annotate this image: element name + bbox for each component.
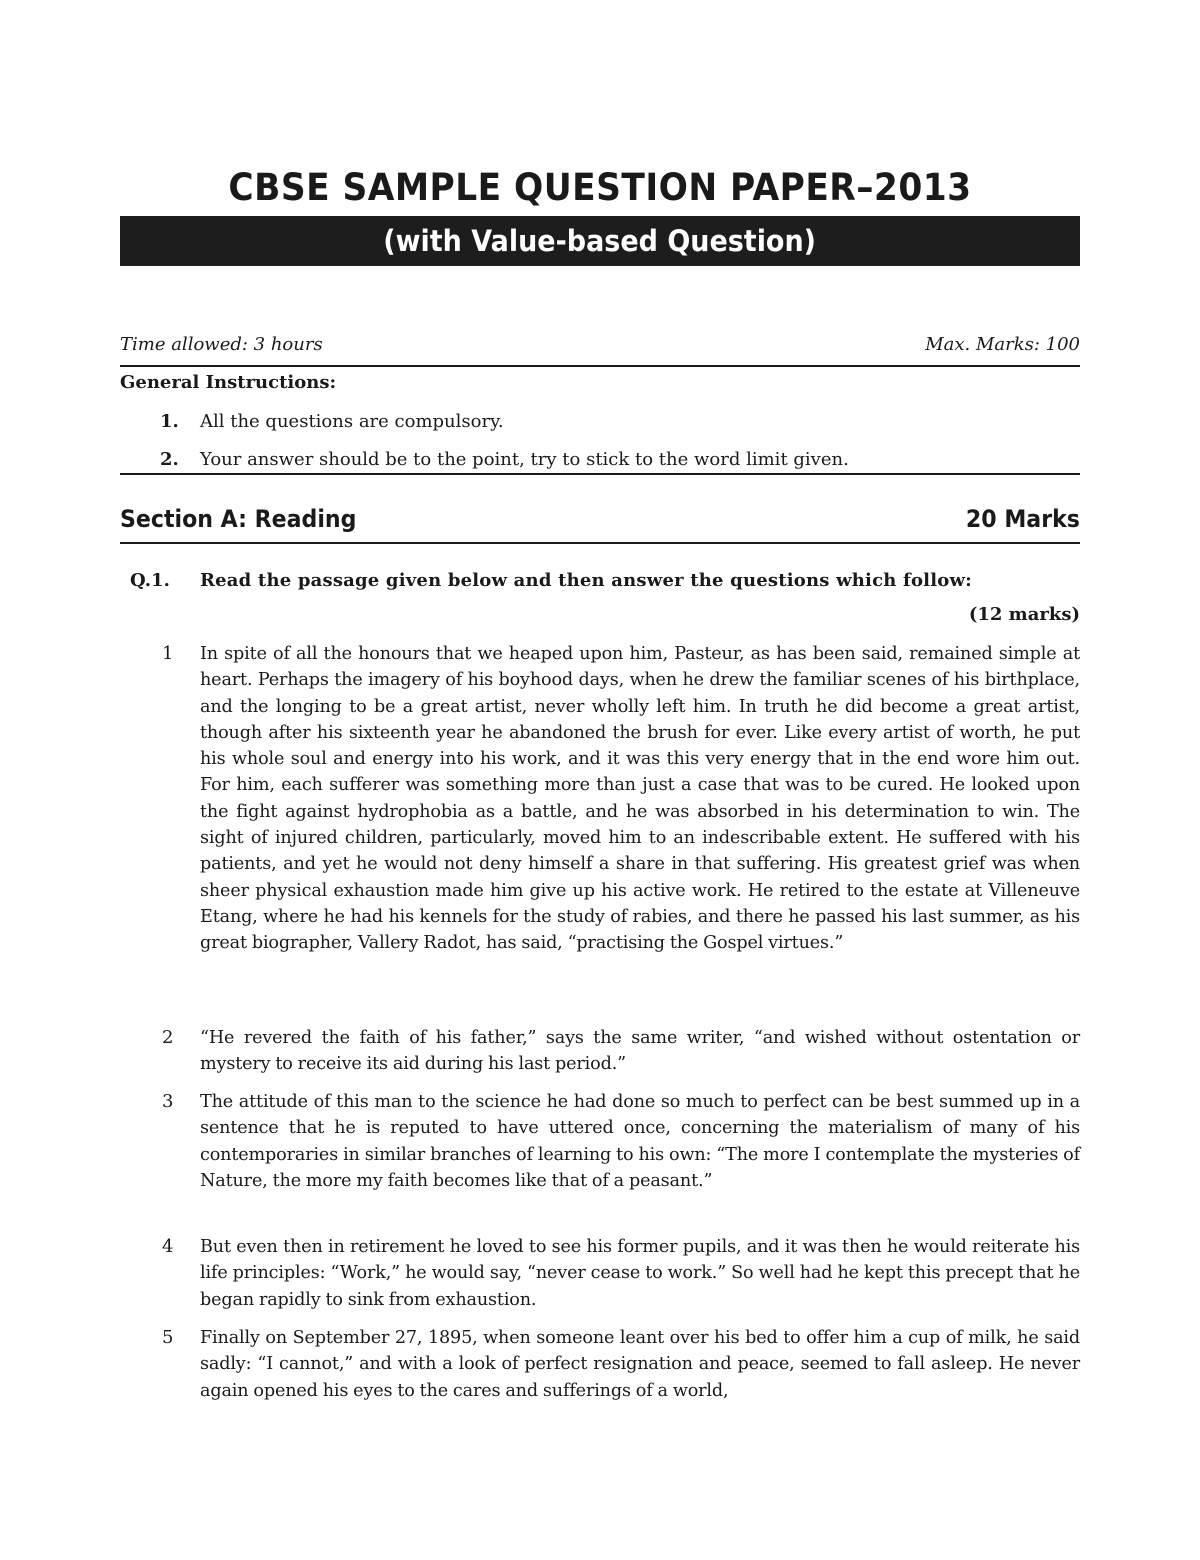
subtitle-banner [120,216,1080,266]
instruction-text: Your answer should be to the point, try to stick to the word limit given. [200,449,849,470]
paragraph-number: 3 [162,1091,174,1112]
meta-row [120,334,1080,355]
instruction-number: 1. [160,411,179,432]
instruction-number: 2. [160,449,179,470]
max-marks: Max. Marks: 100 [925,334,1080,355]
divider-rule [120,542,1080,544]
section-header [120,505,1080,533]
instructions-heading: General Instructions: [120,372,337,393]
passage-paragraph [162,1234,1080,1313]
passage-paragraph [162,641,1080,957]
paragraph-number: 2 [162,1027,174,1048]
section-marks: 20 Marks [965,505,1080,533]
question-marks: (12 marks) [968,604,1080,625]
paper-title: CBSE SAMPLE QUESTION PAPER–2013 [228,166,972,209]
instruction-text: All the questions are compulsory. [200,411,504,432]
paragraph-text: The attitude of this man to the science he had done so much to perfect can be best summed up in a sentence that he is reputed to have uttered once, concerning the materialism of many of his contemporaries in similar branches of learning to his own: “The more I contemplate the mysteries of Nature, the more my faith becomes like that of a peasant.” [200,1092,1080,1191]
passage-paragraph [162,1025,1080,1078]
question-number: Q.1. [130,570,170,591]
paragraph-number: 4 [162,1236,174,1257]
paragraph-text: “He revered the faith of his father,” says the same writer, “and wished without ostentation or mystery to receive its aid during his last period.” [200,1028,1080,1075]
paper-subtitle: (with Value-based Question) [383,224,817,258]
paragraph-text: Finally on September 27, 1895, when someone leant over his bed to offer him a cup of milk, he said sadly: “I cannot,” and with a look of perfect resignation and peace, seemed to fall asleep. He never again opened his eyes to the cares and sufferings of a world, [200,1328,1080,1401]
question-text: Read the passage given below and then answer the questions which follow: [200,570,972,591]
paragraph-number: 5 [162,1327,174,1348]
time-allowed: Time allowed: 3 hours [120,334,323,355]
paragraph-number: 1 [162,643,174,664]
paragraph-text: In spite of all the honours that we heaped upon him, Pasteur, as has been said, remained simple at heart. Perhaps the imagery of his boyhood days, when he drew the familiar scenes of his birthplace, and the longing to be a great artist, never wholly left him. In truth he did become a great artist, though after his sixteenth year he abandoned the brush for ever. Like every artist of worth, he put his whole soul and energy into his work, and it was this very energy that in the end wore him out. For him, each sufferer was something more than just a case that was to be cured. He looked upon the fight against hydrophobia as a battle, and he was absorbed in his determination to win. The sight of injured children, particularly, moved him to an indescribable extent. He suffered with his patients, and yet he would not deny himself a share in that suffering. His greatest grief was when sheer physical exhaustion made him give up his active work. He retired to the estate at Villeneuve Etang, where he had his kennels for the study of rabies, and there he passed his last summer, as his great biographer, Vallery Radot, has said, “practising the Gospel virtues.” [200,644,1080,954]
divider-rule [120,473,1080,475]
section-title: Section A: Reading [120,505,357,533]
divider-rule [120,365,1080,367]
passage-paragraph [162,1089,1080,1194]
paragraph-text: But even then in retirement he loved to see his former pupils, and it was then he would reiterate his life principles: “Work,” he would say, “never cease to work.” So well had he kept this precept that he began rapidly to sink from exhaustion. [200,1237,1080,1310]
passage-paragraph [162,1325,1080,1404]
